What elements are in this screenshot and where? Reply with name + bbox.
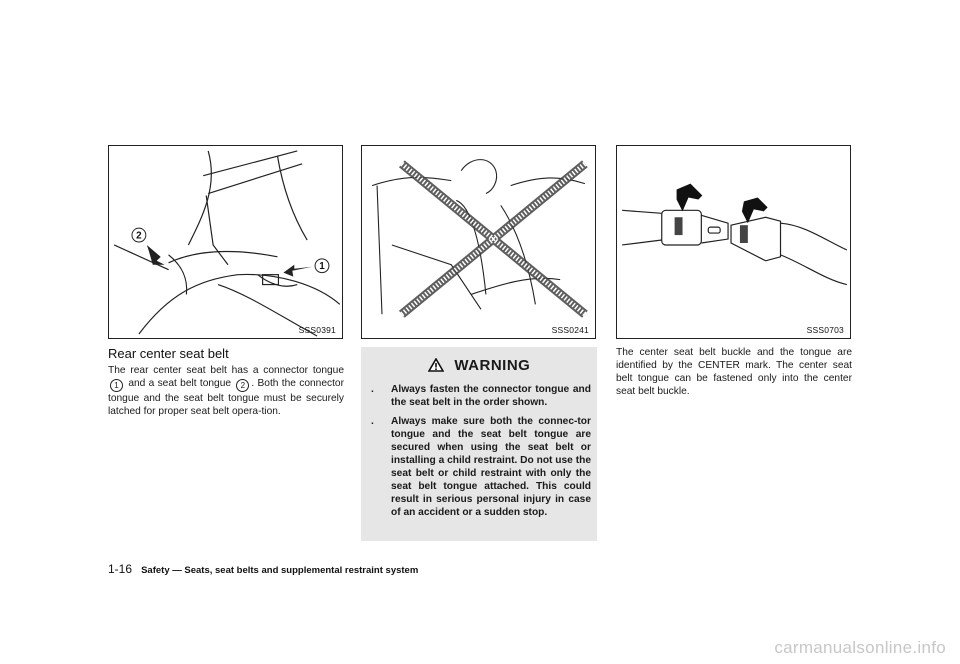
- figure-incorrect-use: [361, 145, 596, 339]
- figure-code: SSS0241: [551, 325, 589, 335]
- section-heading: Rear center seat belt: [108, 346, 229, 361]
- right-paragraph: The center seat belt buckle and the tongue are identified by the CENTER mark. The center seat belt tongue can be fastened only into the center seat belt buckle.: [616, 347, 852, 397]
- buckle-illustration: [617, 146, 850, 338]
- warning-box: [361, 347, 597, 541]
- figure-code: SSS0391: [298, 325, 336, 335]
- left-paragraph: [108, 364, 344, 418]
- callout-1-inline: 1: [110, 379, 123, 392]
- bullet: .: [371, 384, 374, 395]
- section-title: Safety — Seats, seat belts and supplemental restraint system: [141, 565, 419, 576]
- warning-item: [369, 415, 591, 519]
- warning-title: WARNING: [454, 357, 531, 374]
- left-text-1: The rear center seat belt has a connector tongue: [108, 365, 344, 376]
- figure-rear-center-belt: [108, 145, 343, 339]
- warning-list: [369, 383, 591, 525]
- crossed-out-illustration: [362, 146, 595, 338]
- callout-2: 2: [136, 230, 142, 242]
- left-text-3: . Both the connector tongue and the seat belt tongue must be securely latched for proper seat belt opera-tion.: [108, 378, 344, 417]
- warning-heading: [361, 357, 597, 377]
- figure-center-buckle: [616, 145, 851, 339]
- bullet: .: [371, 416, 374, 427]
- page-footer: [108, 562, 418, 576]
- belt-illustration: [109, 146, 342, 338]
- callout-1: 1: [319, 261, 325, 273]
- left-text-2: and a seat belt tongue: [128, 378, 232, 389]
- callout-2-inline: 2: [236, 379, 249, 392]
- warning-item-text: Always fasten the connector tongue and the seat belt in the order shown.: [391, 384, 591, 408]
- watermark: carmanualsonline.info: [774, 638, 946, 657]
- figure-code: SSS0703: [806, 325, 844, 335]
- warning-item: [369, 383, 591, 409]
- page-number: 1-16: [108, 562, 133, 576]
- warning-item-text: Always make sure both the connec-tor tongue and the seat belt tongue are secured when using the seat belt or installing a child restraint. Do not use the seat belt or child restraint with only the seat belt tongue attached. This could result in serious personal injury in case of an accident or a sudden stop.: [391, 416, 591, 518]
- warning-triangle-icon: [428, 358, 444, 372]
